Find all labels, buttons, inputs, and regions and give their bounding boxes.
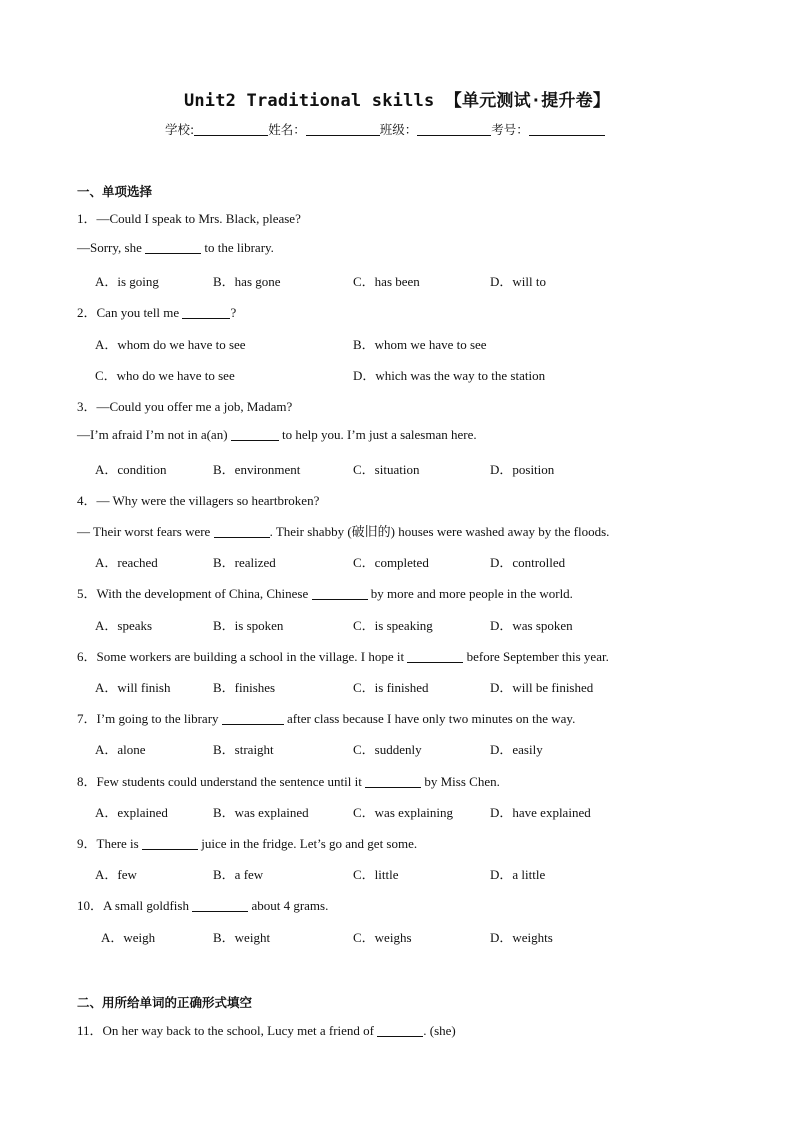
q4-option-b[interactable]: B．realized <box>213 555 276 570</box>
q3-option-b[interactable]: B．environment <box>213 462 301 477</box>
q1-option-c[interactable]: C．has been <box>353 274 420 289</box>
section-heading-word-forms: 二、用所给单词的正确形式填空 <box>77 995 253 1010</box>
q2-option-d[interactable]: D．which was the way to the station <box>353 368 546 383</box>
q8-option-a[interactable]: A．explained <box>95 805 168 820</box>
q9-option-a[interactable]: A．few <box>95 867 137 882</box>
q5-option-b[interactable]: B．is spoken <box>213 618 284 633</box>
id-label: 考号： <box>491 122 529 137</box>
q7-option-a[interactable]: A．alone <box>95 742 146 757</box>
question-3-stem: 3．—Could you offer me a job, Madam? <box>77 399 293 414</box>
q4-option-c[interactable]: C．completed <box>353 555 429 570</box>
q2-option-c[interactable]: C．who do we have to see <box>95 368 235 383</box>
q9-option-b[interactable]: B．a few <box>213 867 264 882</box>
question-1-stem: 1．—Could I speak to Mrs. Black, please? <box>77 211 301 226</box>
q10-option-c[interactable]: C．weighs <box>353 930 412 945</box>
q3-option-a[interactable]: A．condition <box>95 462 167 477</box>
q6-option-d[interactable]: D．will be finished <box>490 680 594 695</box>
answer-blank[interactable] <box>214 525 270 538</box>
section-heading-multiple-choice: 一、单项选择 <box>77 184 153 199</box>
school-blank[interactable] <box>194 122 268 136</box>
answer-blank[interactable] <box>222 712 284 725</box>
answer-blank[interactable] <box>365 775 421 788</box>
student-info-line <box>165 120 605 138</box>
q5-option-a[interactable]: A．speaks <box>95 618 153 633</box>
question-6-stem: 6．Some workers are building a school in the village. I hope it before September this year. <box>77 649 609 664</box>
q4-option-a[interactable]: A．reached <box>95 555 158 570</box>
q10-option-a[interactable]: A．weigh <box>101 930 156 945</box>
name-label: 姓名： <box>268 122 306 137</box>
q6-option-b[interactable]: B．finishes <box>213 680 276 695</box>
name-blank[interactable] <box>306 122 380 136</box>
answer-blank[interactable] <box>192 899 248 912</box>
question-8-stem: 8．Few students could understand the sentence until it by Miss Chen. <box>77 774 500 789</box>
answer-blank[interactable] <box>231 428 279 441</box>
answer-blank[interactable] <box>312 587 368 600</box>
q7-option-c[interactable]: C．suddenly <box>353 742 422 757</box>
question-4-line2: — Their worst fears were . Their shabby (破旧的) houses were washed away by the floods. <box>77 524 610 539</box>
q1-option-d[interactable]: D．will to <box>490 274 546 289</box>
answer-blank[interactable] <box>377 1024 423 1037</box>
question-10-stem: 10．A small goldfish about 4 grams. <box>77 898 329 913</box>
answer-blank[interactable] <box>407 650 463 663</box>
q3-option-d[interactable]: D．position <box>490 462 555 477</box>
q1-option-a[interactable]: A．is going <box>95 274 159 289</box>
q3-option-c[interactable]: C．situation <box>353 462 420 477</box>
q7-option-b[interactable]: B．straight <box>213 742 274 757</box>
q10-option-b[interactable]: B．weight <box>213 930 271 945</box>
id-blank[interactable] <box>529 122 605 136</box>
class-blank[interactable] <box>417 122 491 136</box>
q2-option-b[interactable]: B．whom we have to see <box>353 337 487 352</box>
answer-blank[interactable] <box>145 241 201 254</box>
q8-option-b[interactable]: B．was explained <box>213 805 309 820</box>
question-3-line2: —I’m afraid I’m not in a(an) to help you. I’m just a salesman here. <box>77 427 477 442</box>
answer-blank[interactable] <box>142 837 198 850</box>
q7-option-d[interactable]: D．easily <box>490 742 543 757</box>
q9-option-d[interactable]: D．a little <box>490 867 546 882</box>
class-label: 班级： <box>379 122 418 137</box>
q5-option-c[interactable]: C．is speaking <box>353 618 433 633</box>
question-11-stem: 11．On her way back to the school, Lucy met a friend of . (she) <box>77 1023 456 1038</box>
q10-option-d[interactable]: D．weights <box>490 930 553 945</box>
question-9-stem: 9．There is juice in the fridge. Let’s go and get some. <box>77 836 418 851</box>
page-title: Unit2 Traditional skills 【单元测试·提升卷】 <box>183 91 611 111</box>
q8-option-c[interactable]: C．was explaining <box>353 805 454 820</box>
q4-option-d[interactable]: D．controlled <box>490 555 566 570</box>
question-4-stem: 4．— Why were the villagers so heartbroken? <box>77 493 320 508</box>
q2-option-a[interactable]: A．whom do we have to see <box>95 337 246 352</box>
question-7-stem: 7．I’m going to the library after class because I have only two minutes on the way. <box>77 711 576 726</box>
q6-option-c[interactable]: C．is finished <box>353 680 429 695</box>
q1-option-b[interactable]: B．has gone <box>213 274 281 289</box>
q9-option-c[interactable]: C．little <box>353 867 399 882</box>
q8-option-d[interactable]: D．have explained <box>490 805 591 820</box>
question-5-stem: 5．With the development of China, Chinese by more and more people in the world. <box>77 586 573 601</box>
q5-option-d[interactable]: D．was spoken <box>490 618 573 633</box>
q6-option-a[interactable]: A．will finish <box>95 680 171 695</box>
answer-blank[interactable] <box>182 306 230 319</box>
school-label: 学校: <box>165 122 195 137</box>
question-2-stem: 2．Can you tell me ? <box>77 305 237 320</box>
question-1-line2: —Sorry, she to the library. <box>77 240 274 255</box>
